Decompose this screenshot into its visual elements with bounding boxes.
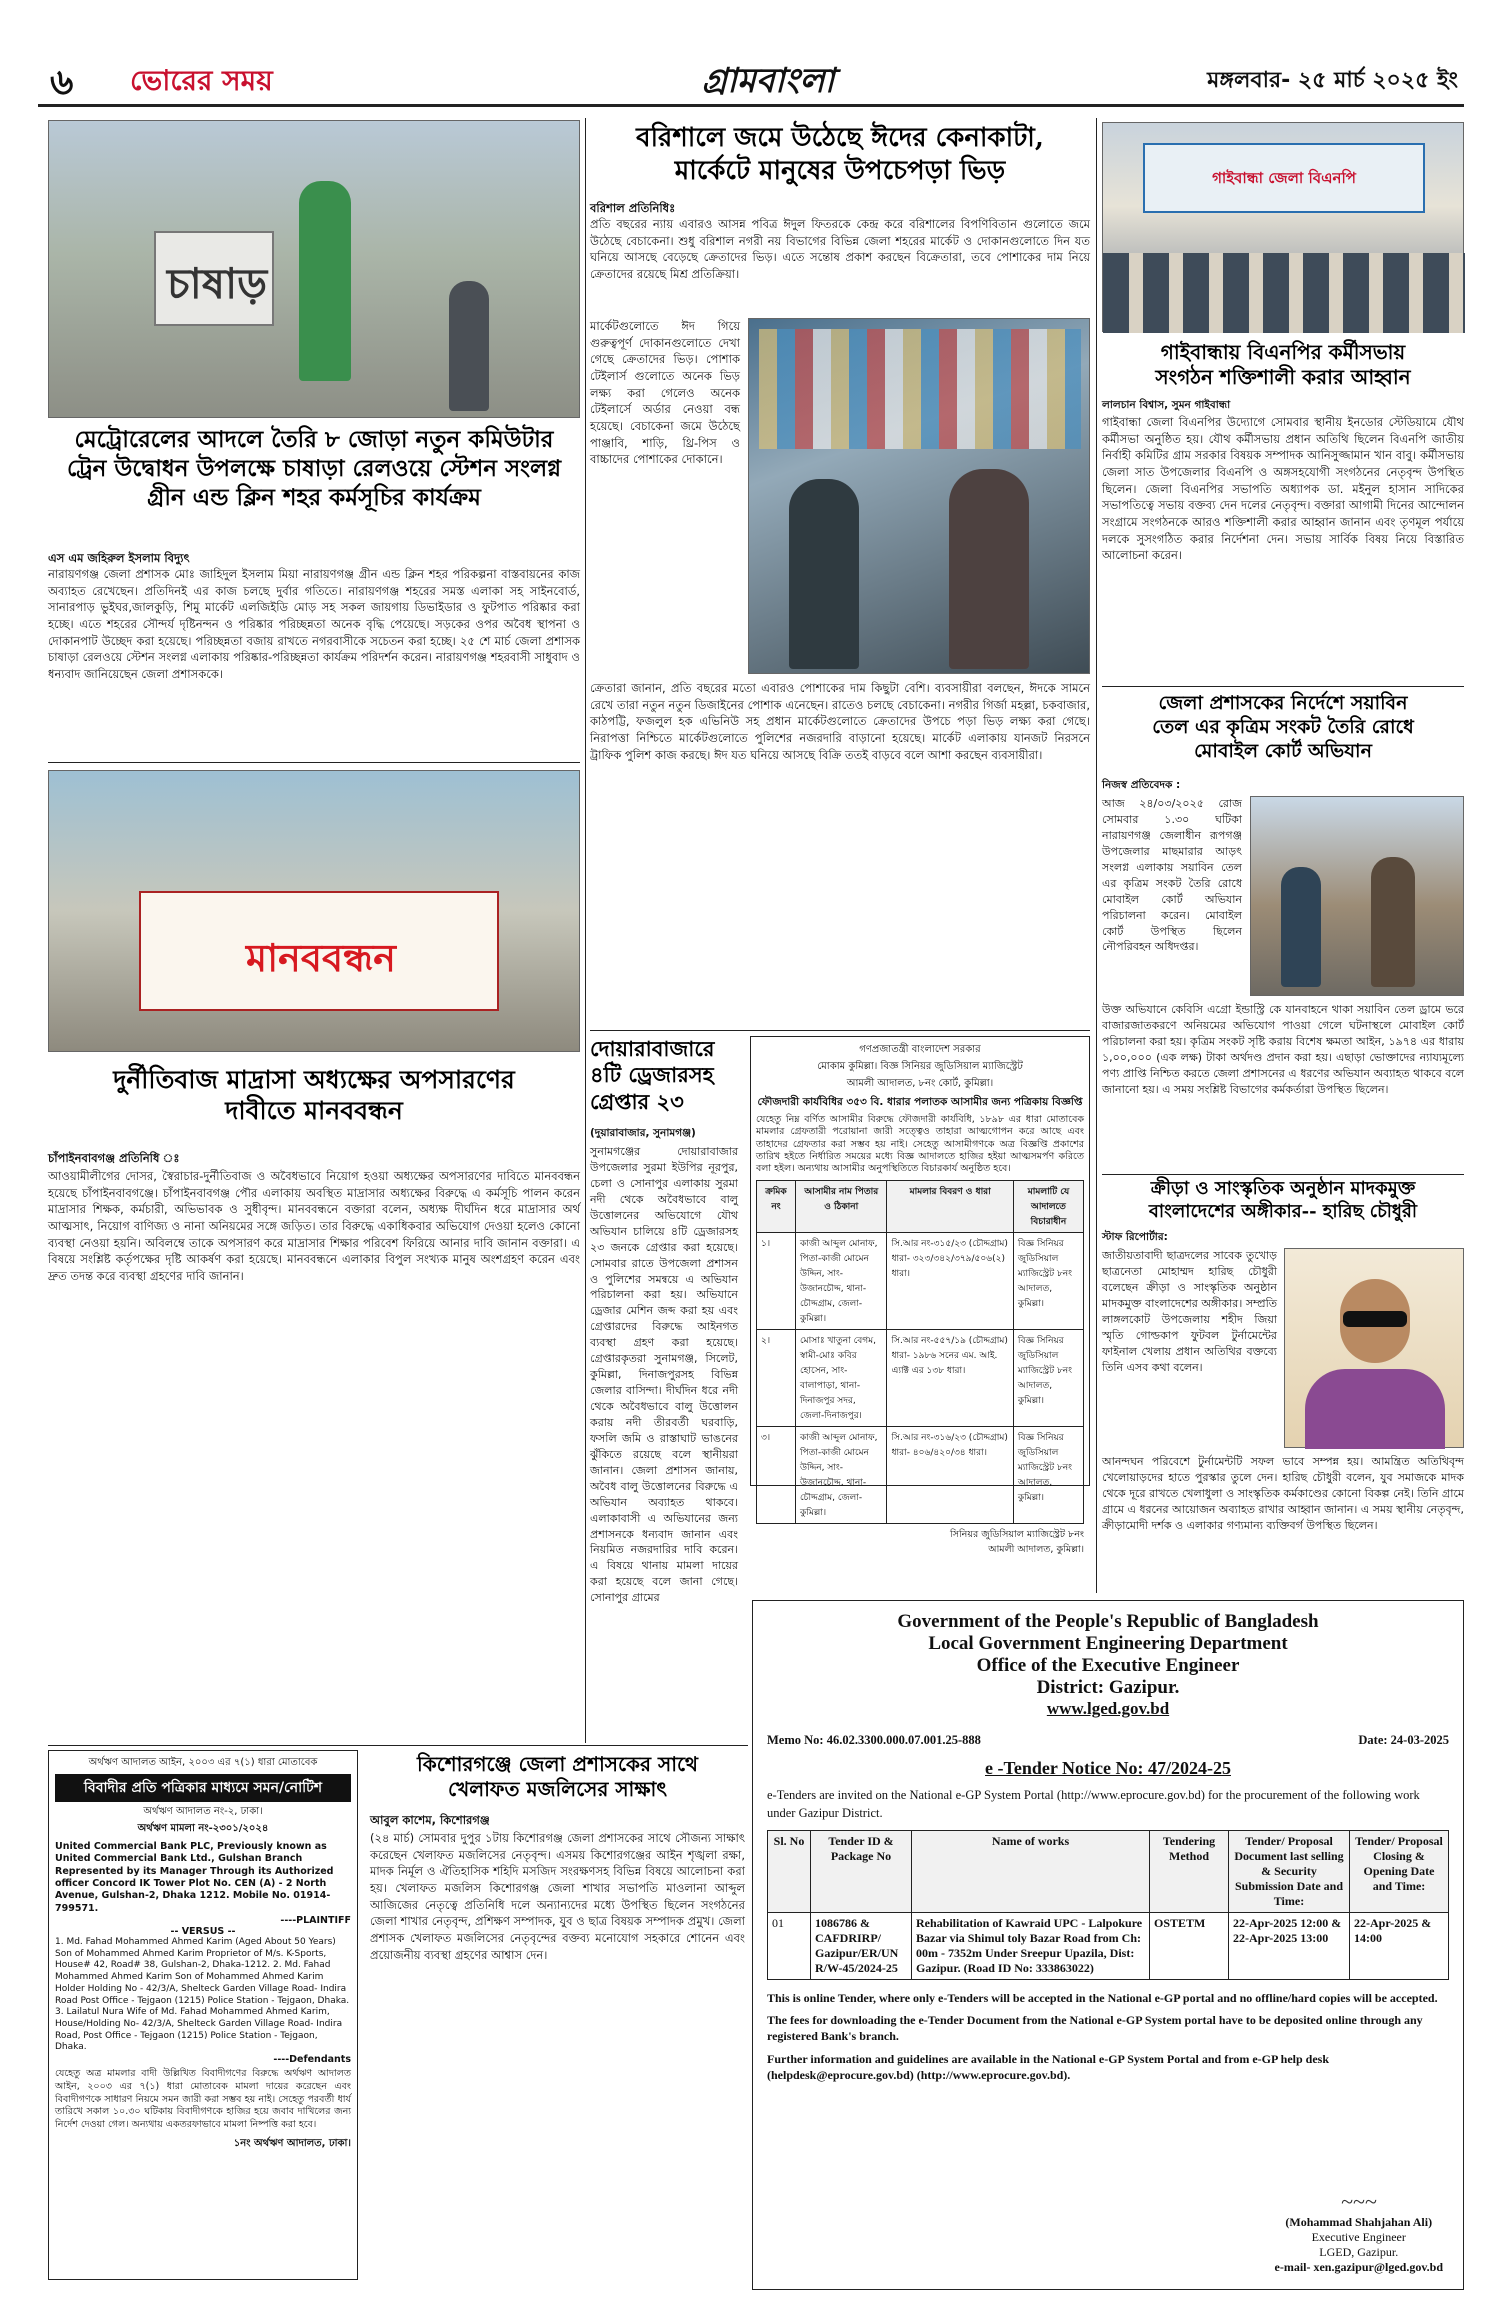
table-cell: 22-Apr-2025 12:00 & 22-Apr-2025 13:00 (1229, 1913, 1350, 1980)
tender-signature (1275, 2189, 1444, 2275)
court-intro: যেহেতু নিম্ন বর্ণিত আসামীর বিরুদ্ধে ফৌজদারী কার্যবিধি, ১৮৯৮ এর ধারা মোতাবেক মামলার গ্রেফতারী পরোয়ানা জারী সত্ত্বেও তাহারা আত্মগোপন করে আছে এবং তাহাদের গ্রেফতার করা সম্ভব হয় নাই। সেহেতু আসামীগণকে অত্র বিজ্ঞপ্তি প্রকাশের তারিখ হইতে নির্ধারিত সময়ের মধ্যে বিজ্ঞ আদালতে হাজির হইয়া আত্মসমর্পণ করিতে বলা হইল। অন্যথায় আসামীর অনুপস্থিতিতে বিচারকার্য অনুষ্ঠিত হবে। (756, 1114, 1084, 1175)
logo-text: ভোরের সময় (130, 64, 273, 97)
sports-headline-line2: বাংলাদেশের অঙ্গীকার-- হারিছ চৌধুরী (1148, 1200, 1418, 1222)
section-divider (1102, 686, 1464, 687)
legal-defendants: 1. Md. Fahad Mohammed Ahmed Karim (Aged About 50 Years) Son of Mohammed Ahmed Karim Proprietor of M/s. K-Sports, House# 42, Road# 38, Gulshan-2, Dhaka-1212. 2. Md. Fahad Mohammed Ahmed Karim Son of Mohammed Ahmed Karim Holder Holding No - 42/3/A, Shelteck Garden Village Road- Indira Road Post Office - Tejgaon (1215) Police Station - Tejgaon, Dhaka. 3. Lailatul Nura Wife of Md. Fahad Mohammed Ahmed Karim, House/Holding No- 42/3/A, Shelteck Garden Village Road- Indira Road, Post Office - Tejgaon (1215) Police Station - Tejgaon, Dhaka. (55, 1937, 350, 2053)
table-cell: 01 (768, 1913, 811, 1980)
officer-figure-2 (1371, 857, 1415, 987)
eid-body-bottom: ক্রেতারা জানান, প্রতি বছরের মতো এবারও পোশাকের দাম কিছুটা বেশি। ব্যবসায়ীরা বলছেন, ঈদকে সামনে রেখে তারা নতুন নতুন ডিজাইনের পোশাক এনেছেন। রাতেও চলছে বেচাকেনা। নগরীর গির্জা মহল্লা, চকবাজার, কাঠপট্টি, ফজলুল হক এভিনিউ সহ প্রধান মার্কেটগুলোতে ক্রেতাদের উপচে পড়া ভিড় লক্ষ্য করা গেছে। নিরাপত্তা নিশ্চিতে মার্কেটগুলোতে পুলিশের নজরদারি বাড়ানো হয়েছে। মার্কেট এলাকায় যানজট নিরসনে ট্রাফিক পুলিশ কাজ করছে। ঈদ যত ঘনিয়ে আসছে বিক্রি ততই বাড়বে বলে আশা করছেন ব্যবসায়ীরা। (590, 681, 1090, 762)
gaibandha-headline-line2: সংগঠন শক্তিশালী করার আহ্বান (1155, 365, 1411, 389)
tender-sig-office: LGED, Gazipur. (1319, 2245, 1399, 2259)
court-line3: আমলী আদালত, ৮নং কোর্ট, কুমিল্লা। (846, 1078, 994, 1089)
legal-court: অর্থঋণ আদালত নং-২, ঢাকা। (143, 1806, 263, 1817)
dredger-headline-line3: গ্রেপ্তার ২৩ (590, 1088, 684, 1114)
legal-case-no: অর্থঋণ মামলা নং-২৩০১/২০২৪ (137, 1823, 269, 1834)
legal-signature: ১নং অর্থঋণ আদালত, ঢাকা। (233, 2138, 351, 2149)
court-title: ফৌজদারী কার্যবিধির ৩৫৩ বি. ধারার পলাতক আসামীর জন্য পত্রিকায় বিজ্ঞপ্তি (757, 1096, 1083, 1108)
dredger-headline-line2: ৪টি ড্রেজারসহ (590, 1062, 714, 1088)
tender-sig-name: (Mohammad Shahjahan Ali) (1285, 2215, 1433, 2229)
officer-figure (1281, 867, 1321, 987)
table-row (757, 1329, 1084, 1426)
madrasa-headline-line1: দুর্নীতিবাজ মাদ্রাসা অধ্যক্ষের অপসারণের (113, 1065, 515, 1094)
legal-title: বিবাদীর প্রতি পত্রিকার মাধ্যমে সমন/নোটিশ (55, 1774, 351, 1802)
table-cell: 1086786 & CAFDRIRP/ Gazipur/ER/UN R/W-45/2024-25 (811, 1913, 912, 1980)
dredger-headline-line1: দোয়ারাবাজারে (590, 1036, 715, 1061)
kishoreganj-body: (২৪ মার্চ) সোমবার দুপুর ১টায় কিশোরগঞ্জ জেলা প্রশাসকের সাথে সৌজন্য সাক্ষাৎ করেছেন খেলাফত মজলিসের নেতৃবৃন্দ। এসময় কিশোরগঞ্জের আইন শৃঙ্খলা রক্ষা, মাদক নির্মূল ও ঐতিহাসিক শহিদি মসজিদ সংরক্ষণসহ বিভিন্ন বিষয়ে আলোচনা করা হয়। খেলাফত মজলিস কিশোরগঞ্জ জেলা শাখার সভাপতি মাওলানা আব্দুল আজিজের নেতৃত্বে প্রতিনিধি দলে অন্যান্যদের মধ্যে উপস্থিত ছিলেন সংগঠনের জেলা শাখার নেতৃবৃন্দ, প্রশিক্ষণ সম্পাদক, যুব ও ছাত্র বিষয়ক সম্পাদক প্রমুখ। জেলা প্রশাসক খেলাফত মজলিসের নেতৃবৃন্দের বক্তব্য মনোযোগ সহকারে শোনেন এবং প্রয়োজনীয় ব্যবস্থা গ্রহণের আশ্বাস দেন। (370, 1831, 745, 1962)
legal-notice (48, 1750, 358, 2280)
shopper-figure-2 (949, 469, 1029, 669)
portrait-sunglasses (1343, 1311, 1407, 1327)
table-cell: সি.আর নং-৩১৫/২৩ (চৌদ্দগ্রাম) ধারা- ৩২৩/৩৪২/৩৭৯/৫০৬(২) ধারা। (887, 1232, 1013, 1329)
bystander-figure (449, 281, 489, 411)
tender-notice-title: e -Tender Notice No: 47/2024-25 (985, 1758, 1231, 1778)
eid-body-side: মার্কেটগুলোতে ঈদ গিয়ে গুরুত্বপূর্ণ দোকানগুলোতে দেখা গেছে ক্রেতাদের ভিড়। পোশাক টেইলার্স গুলোতে অনেক ভিড় লক্ষ্য করা গেলেও অনেক টেইলার্সে অর্ডার নেওয়া বন্ধ হয়েছে। বেচাকেনা জমে উঠেছে পাঞ্জাবি, শাড়ি, থ্রি-পিস ও বাচ্চাদের পোশাকের দোকানে। (590, 319, 740, 467)
mobile-court-headline-line3: মোবাইল কোর্ট অভিযান (1194, 739, 1372, 762)
sports-body-side: জাতীয়তাবাদী ছাত্রদলের সাবেক তুখোড় ছাত্রনেতা মোহাম্মদ হারিছ চৌধুরী বলেছেন ক্রীড়া ও সাংস্কৃতিক অনুষ্ঠান মাদকমুক্ত বাংলাদেশের অঙ্গীকার। সম্প্রতি লাঙ্গলকোট উপজেলায় শহীদ জিয়া স্মৃতি গোল্ডকাপ ফুটবল টুর্নামেন্টের ফাইনাল খেলায় প্রধান অতিথির বক্তব্যে তিনি এসব কথা বলেন। (1102, 1249, 1277, 1374)
table-cell: ২। (757, 1329, 796, 1426)
eid-byline: বরিশাল প্রতিনিধিঃ (590, 201, 676, 215)
eid-headline-line2: মার্কেটে মানুষের উপচেপড়া ভিড় (674, 155, 1006, 186)
section-divider (1102, 1174, 1464, 1175)
newspaper-logo (130, 59, 280, 95)
mobile-court-body-side: আজ ২৪/০৩/২০২৫ রোজ সোমবার ১.৩০ ঘটিকা নারায়ণগঞ্জ জেলাধীন রূপগঞ্জ উপজেলার মাছমারার আড়ৎ সংলগ্ন এলাকায় সয়াবিন তেল এর কৃত্রিম সংকট তৈরি রোধে মোবাইল কোর্ট অভিযান পরিচালনা করেন। মোবাইল কোর্ট উপস্থিত ছিলেন নৌপরিবহন অধিদপ্তর। (1102, 797, 1242, 954)
section-title: গ্রামবাংলা (701, 61, 835, 101)
legal-defendants-label: ----Defendants (273, 2053, 351, 2065)
tender-sig-email[interactable]: e-mail- xen.gazipur@lged.gov.bd (1274, 2260, 1443, 2274)
metro-body: নারায়ণগঞ্জ জেলা প্রশাসক মোঃ জাহিদুল ইসলাম মিয়া নারায়ণগঞ্জ গ্রীন এন্ড ক্লিন শহর পরিকল্পনা বাস্তবায়নের কাজ অব্যাহত রেখেছেন। প্রতিদিনই এর কাজ চলছে দুর্বার গতিতে। নারায়ণগঞ্জ শহরের সমস্ত এলাকা সহ সাইনবোর্ড, সানারপাড় ভুইঘর,জালকুড়ি, শিমু মার্কেট এলজিইডি মোড় সহ সকল জায়গায় ডিভাইডার ও ফুটপাত পরিষ্কার করা হচ্ছে। এতে শহরের সৌন্দর্য দৃষ্টিনন্দন ও পরিষ্কার পরিচ্ছন্নতা অনেক বৃদ্ধি পেয়েছে। সড়কের ওপর অবৈধ স্থাপনা ও দোকানপাট উচ্ছেদ করা হয়েছে। পরিচ্ছন্নতা বজায় রাখতে নগরবাসীকে সচেতন করা হচ্ছে। ২৫ শে মার্চ জেলা প্রশাসক চাষাড়া রেলওয়ে স্টেশন সংলগ্ন এলাকায় পরিষ্কার-পরিচ্ছন্নতা কার্যক্রম পরিদর্শন করেন। নারায়ণগঞ্জ শহরবাসী সাধুবাদ ও ধন্যবাদ জানিয়েছেন জেলা প্রশাসককে। (48, 567, 580, 682)
sports-portrait-photo (1284, 1248, 1464, 1448)
table-cell: OSTETM (1150, 1913, 1229, 1980)
court-th-case: মামলার বিবরণ ও ধারা (887, 1180, 1013, 1232)
madrasa-headline-line2: দাবীতে মানববন্ধন (225, 1096, 403, 1126)
madrasa-headline (48, 1064, 580, 1127)
metro-byline: এস এম জহিরুল ইসলাম বিদ্যুৎ (48, 551, 190, 565)
madrasa-photo (48, 770, 580, 1052)
table-cell: বিজ্ঞ সিনিয়র জুডিসিয়াল ম্যাজিস্ট্রেট ৮নং আদালত, কুমিল্লা। (1013, 1329, 1083, 1426)
madrasa-body: আওয়ামীলীগের দোসর, স্বৈরাচার-দুর্নীতিবাজ ও অবৈধভাবে নিয়োগ হওয়া অধ্যক্ষের অপসারণের দাবিতে মানববন্ধন হয়েছে চাঁপাইনবাবগঞ্জে। চাঁপাইনবাবগঞ্জ পৌর এলাকায় অবস্থিত মাদ্রাসার অধ্যক্ষের বিরুদ্ধে এ কর্মসূচি পালন করেন মাদ্রাসার শিক্ষক, কর্মচারী, অভিভাবক ও সুধীবৃন্দ। মানববন্ধনে বক্তারা বলেন, অধ্যক্ষ দীর্ঘদিন ধরে মাদ্রাসার অর্থ আত্মসাৎ, নিয়োগ বাণিজ্য ও নানা অনিয়মের সঙ্গে জড়িত। তার বিরুদ্ধে একাধিকবার অভিযোগ দেওয়া হলেও কোনো ব্যবস্থা নেওয়া হয়নি। অবিলম্বে তাকে অপসারণ করে মাদ্রাসার শিক্ষার পরিবেশ ফিরিয়ে আনার দাবি জানান বক্তারা। এ বিষয়ে সংশ্লিষ্ট কর্তৃপক্ষের দৃষ্টি আকর্ষণ করা হয়েছে। মানববন্ধনে এলাকার বিপুল সংখ্যক মানুষ অংশগ্রহণ করেন এবং দ্রুত তদন্ত করে ব্যবস্থা গ্রহণের দাবি জানান। (48, 1169, 580, 1284)
table-cell: বিজ্ঞ সিনিয়র জুডিসিয়াল ম্যাজিস্ট্রেট ৮নং আদালত, কুমিল্লা। (1013, 1426, 1083, 1523)
tender-line4: District: Gazipur. (1036, 1677, 1180, 1698)
sports-headline-line1: ক্রীড়া ও সাংস্কৃতিক অনুষ্ঠান মাদকমুক্ত (1150, 1178, 1416, 1199)
metro-headline-line1: মেট্রোরেলের আদলে তৈরি ৮ জোড়া নতুন কমিউটার (74, 426, 554, 453)
tender-note3: Further information and guidelines are available in the National e-GP System Portal and from e-GP help desk (helpdesk@eprocure.gov.bd) (http://www.eprocure.gov.bd). (767, 2051, 1330, 2082)
section-divider (48, 1745, 748, 1746)
mobile-court-headline-line1: জেলা প্রশাসকের নির্দেশে সয়াবিন (1158, 692, 1408, 714)
tender-note2: The fees for downloading the e-Tender Document from the National e-GP System portal have to be deposited online through any registered Bank's branch. (767, 2013, 1423, 2044)
eid-headline-line1: বরিশালে জমে উঠেছে ঈদের কেনাকাটা, (636, 123, 1044, 153)
table-cell: সি.আর নং-৩১৬/২৩ (চৌদ্দগ্রাম) ধারা- ৪০৬/৪২০/৩৪ ধারা। (887, 1426, 1013, 1523)
tender-date: Date: 24-03-2025 (1358, 1733, 1449, 1747)
tender-memo-row (767, 1733, 1449, 1748)
court-th-name: আসামীর নাম পিতার ও ঠিকানা (796, 1180, 887, 1232)
eid-photo (748, 318, 1090, 674)
tender-table (767, 1830, 1449, 1980)
section-divider (48, 762, 580, 763)
table-row (768, 1913, 1449, 1980)
section-divider (590, 1030, 1090, 1031)
court-line1: গণপ্রজাতন্ত্রী বাংলাদেশ সরকার (859, 1044, 981, 1055)
tender-memo: Memo No: 46.02.3300.000.07.001.25-888 (767, 1733, 981, 1747)
gaibandha-headline (1102, 340, 1464, 390)
issue-date: মঙ্গলবার- ২৫ মার্চ ২০২৫ ইং (1207, 68, 1458, 93)
tender-line1: Government of the People's Republic of Bangladesh (897, 1611, 1319, 1632)
kishoreganj-headline (370, 1752, 745, 1802)
audience-row (1103, 253, 1465, 333)
mobile-court-byline: নিজস্ব প্রতিবেদক : (1102, 779, 1181, 791)
table-cell: কাজী আব্দুল মোনাফ, পিতা-কাজী মোমেন উদ্দিন, সাং-উজানচৌদ্দ, থানা-চৌদ্দগ্রাম, জেলা-কুমিল্লা। (796, 1232, 887, 1329)
sports-byline: স্টাফ রিপোর্টার: (1102, 1231, 1168, 1243)
gaibandha-byline: লালচান বিশ্বাস, সুমন গাইবান্ধা (1102, 399, 1231, 411)
table-cell: বিজ্ঞ সিনিয়র জুডিসিয়াল ম্যাজিস্ট্রেট ৮নং আদালত, কুমিল্লা। (1013, 1232, 1083, 1329)
court-th-sl: ক্রমিক নং (757, 1180, 796, 1232)
shop-shelf (759, 329, 1081, 449)
dredger-byline: (দুয়ারাবাজার, সুনামগঞ্জ) (590, 1127, 696, 1139)
mobile-court-headline (1102, 692, 1464, 763)
tender-website-link[interactable]: www.lged.gov.bd (1046, 1699, 1170, 1718)
court-signature-2: আমলী আদালত, কুমিল্লা। (988, 1543, 1084, 1555)
sports-body: আনন্দঘন পরিবেশে টুর্নামেন্টটি সফল ভাবে সম্পন্ন হয়। আমন্ত্রিত অতিথিবৃন্দ খেলোয়াড়দের হাতে পুরস্কার তুলে দেন। হারিছ চৌধুরী বলেন, যুব সমাজকে মাদক থেকে দূরে রাখতে খেলাধুলা ও সাংস্কৃতিক কর্মকাণ্ডের কোনো বিকল্প নেই। তিনি গ্রামে গ্রামে এ ধরনের আয়োজন অব্যাহত রাখার আহ্বান জানান। এ সময় স্থানীয় নেতৃবৃন্দ, ক্রীড়ামোদী দর্শক ও এলাকার গণ্যমান্য ব্যক্তিবর্গ উপস্থিত ছিলেন। (1102, 1455, 1464, 1532)
table-row (757, 1426, 1084, 1523)
masthead (38, 55, 1464, 101)
mobile-court-photo (1250, 796, 1464, 996)
column-divider (585, 118, 586, 1743)
sports-headline (1102, 1178, 1464, 1223)
column-divider (1096, 118, 1097, 1593)
tender-th-id: Tender ID & Package No (811, 1831, 912, 1913)
legal-plaintiff: United Commercial Bank PLC, Previously known as United Commercial Bank Ltd., Gulshan Branch Represented by its Manager Through its Authorized officer Concord IK Tower Plot No. CEN (A) - 2 North Avenue, Gulshan-2, Dhaka 1212. Mobile No. 01914-799571. (55, 1841, 334, 1914)
tender-note1: This is online Tender, where only e-Tenders will be accepted in the National e-GP portal and no offline/hard copies will be accepted. (767, 1991, 1438, 2005)
eid-headline (590, 122, 1090, 187)
table-cell: ১। (757, 1232, 796, 1329)
banner-text: মানববন্ধন (246, 935, 396, 980)
legal-plaintiff-label: ----PLAINTIFF (280, 1915, 351, 1927)
court-th-court: মামলাটি যে আদালতে বিচারাধীন (1013, 1180, 1083, 1232)
metro-headline-line2: ট্রেন উদ্বোধন উপলক্ষে চাষাড়া রেলওয়ে স্টেশন সংলগ্ন (66, 454, 562, 482)
table-cell: 22-Apr-2025 & 14:00 (1350, 1913, 1449, 1980)
tender-notice (752, 1600, 1464, 2290)
page-number: ৬ (50, 61, 74, 103)
protest-banner (139, 891, 499, 1011)
metro-headline-line3: গ্রীন এন্ড ক্লিন শহর কর্মসূচির কার্যক্রম (147, 483, 481, 511)
madrasa-byline: চাঁপাইনবাবগঞ্জ প্রতিনিধি ঃ (48, 1151, 180, 1165)
shopper-figure (789, 479, 859, 669)
dredger-headline (590, 1036, 738, 1115)
court-notice (750, 1036, 1090, 1555)
tender-line2: Local Government Engineering Department (928, 1633, 1288, 1654)
tender-th-method: Tendering Method (1150, 1831, 1229, 1913)
tender-intro: e-Tenders are invited on the National e-GP System Portal (http://www.eprocure.gov.bd) for the procurement of the following work under Gazipur District. (767, 1788, 1420, 1820)
metro-photo (48, 120, 580, 418)
gaibandha-body: গাইবান্ধা জেলা বিএনপির উদ্যোগে সোমবার স্থানীয় ইনডোর স্টেডিয়ামে যৌথ কর্মীসভা অনুষ্ঠিত হয়। যৌথ কর্মীসভায় প্রধান অতিথি ছিলেন বিএনপি জাতীয় নির্বাহী কমিটির গ্রাম সরকার বিষয়ক সম্পাদক আনিসুজ্জামান খান বাবু। কর্মীসভায় জেলা সাত উপজেলার বিএনপি ও অঙ্গসহযোগী সংগঠনের নেতৃবৃন্দ উপস্থিত ছিলেন। জেলা বিএনপির সভাপতি অধ্যাপক ডা. মইনুল হাসান সাদিকের সভাপতিত্বে সভায় বক্তব্য দেন দলের নেতৃবৃন্দ। বক্তারা আগামী দিনের আন্দোলন সংগ্রামে সংগঠনকে আরও শক্তিশালী করার আহ্বান জানান এবং তৃণমূল পর্যায়ে দলকে সুসংগঠিত করার নির্দেশনা দেন। সভায় সার্বিক বিষয় নিয়ে বিস্তারিত আলোচনা করেন। (1102, 415, 1464, 563)
tender-th-works: Name of works (912, 1831, 1150, 1913)
court-table (756, 1180, 1084, 1524)
table-cell: ৩। (757, 1426, 796, 1523)
gaibandha-photo (1102, 122, 1464, 332)
court-signature-1: সিনিয়র জুডিসিয়াল ম্যাজিস্ট্রেট ৮নং (949, 1528, 1084, 1540)
table-cell: সি.আর নং-৫৫৭/১৯ (চৌদ্দগ্রাম) ধারা- ১৯৮৬ সনের এম. আই. এ্যাক্ট এর ১৩৮ ধারা। (887, 1329, 1013, 1426)
table-cell: কাজী আব্দুল মোনাফ, পিতা-কাজী মোমেন উদ্দিন, সাং-উজানচৌদ্দ, থানা-চৌদ্দগ্রাম, জেলা-কুমিল্লা। (796, 1426, 887, 1523)
dredger-body: সুনামগঞ্জের দোয়ারাবাজার উপজেলার সুরমা ইউপির নূরপুর, চেলা ও সোনাপুর এলাকায় সুরমা নদী থেকে অবৈধভাবে বালু উত্তোলনের অভিযোগে যৌথ অভিযান চালিয়ে ৪টি ড্রেজারসহ ২৩ জনকে গ্রেপ্তার করা হয়েছে। সোমবার রাতে উপজেলা প্রশাসন ও পুলিশের সমন্বয়ে এ অভিযান পরিচালনা করা হয়। অভিযানে ড্রেজার মেশিন জব্দ করা হয় এবং গ্রেপ্তারদের বিরুদ্ধে আইনগত ব্যবস্থা গ্রহণ করা হয়েছে। গ্রেপ্তারকৃতরা সুনামগঞ্জ, সিলেট, কুমিল্লা, দিনাজপুরসহ বিভিন্ন জেলার বাসিন্দা। দীর্ঘদিন ধরে নদী থেকে অবৈধভাবে বালু উত্তোলন করায় নদী তীরবর্তী ঘরবাড়ি, ফসলি জমি ও রাস্তাঘাট ভাঙনের ঝুঁকিতে রয়েছে বলে স্থানীয়রা জানান। জেলা প্রশাসন জানায়, অবৈধ বালু উত্তোলনের বিরুদ্ধে এ অভিযান অব্যাহত থাকবে। এলাকাবাসী এ অভিযানের জন্য প্রশাসনকে ধন্যবাদ জানান এবং নিয়মিত নজরদারির দাবি করেন। এ বিষয়ে থানায় মামলা দায়ের করা হয়েছে বলে জানা গেছে। সোনাপুর গ্রামের (590, 1145, 738, 1605)
legal-body: যেহেতু অত্র মামলার বাদী উল্লিখিত বিবাদীগণের বিরুদ্ধে অর্থঋণ আদালত আইন, ২০০৩ এর ৭(১) ধারা মোতাবেক মামলা দায়ের করেছেন এবং বিবাদীগণকে সাধারণ নিয়মে সমন জারী করা সম্ভব হয় নাই। সেহেতু পরবর্তী ধার্য তারিখে সকাল ১০.৩০ ঘটিকায় বিবাদীগণকে হাজির হয়ে জবাব দাখিলের জন্য নির্দেশ দেওয়া গেল। অন্যথায় একতরফাভাবে মামলা নিষ্পত্তি করা হবে। (55, 2067, 351, 2131)
portrait-shirt (1305, 1369, 1445, 1449)
masthead-rule (38, 104, 1464, 107)
photo-sign-text: চাষাড় (167, 259, 268, 308)
kishoreganj-headline-line2: খেলাফত মজলিসের সাক্ষাৎ (447, 1777, 668, 1801)
table-row (757, 1232, 1084, 1329)
metro-headline (48, 426, 580, 512)
photo-banner-text: গাইবান্ধা জেলা বিএনপি (1212, 169, 1356, 187)
worker-figure (299, 181, 351, 381)
table-cell: মোসাঃ খাতুনা বেগম, স্বামী-মোঃ কবির হোসেন, সাং-বালাপাড়া, থানা-দিনাজপুর সদর, জেলা-দিনাজপুর। (796, 1329, 887, 1426)
table-cell: Rehabilitation of Kawraid UPC - Lalpokure Bazar via Shimul toly Bazar Road from Ch: 00m - 7352m Under Sreepur Upazila, Dist: Gazipur. (Road ID No: 333863022) (912, 1913, 1150, 1980)
tender-th-selling: Tender/ Proposal Document last selling & Security Submission Date and Time: (1229, 1831, 1350, 1913)
tender-th-sl: Sl. No (768, 1831, 811, 1913)
tender-sig-title: Executive Engineer (1311, 2230, 1406, 2244)
gaibandha-headline-line1: গাইবান্ধায় বিএনপির কর্মীসভায় (1160, 340, 1406, 364)
mobile-court-body: উক্ত অভিযানে কেবিসি এগ্রো ইন্ডাস্ট্রি কে যানবাহনে থাকা সয়াবিন তেল ড্রামে ভরে বাজারজাতকরণে অনিয়মের অভিযোগ পাওয়া গেলে ঘটনাস্থলে মোবাইল কোর্ট পরিচালনা করা হয়। কৃত্রিম সংকট সৃষ্টি করায় বিশেষ ক্ষমতা আইন, ১৯৭৪ এর ধারায় ১,০০,০০০ (এক লক্ষ) টাকা অর্থদণ্ড প্রদান করা হয়। এছাড়া ভোক্তাদের ন্যায্যমূল্যে পণ্য প্রাপ্তি নিশ্চিত করতে জেলা প্রশাসনের এ ধরণের অভিযান অব্যাহত থাকবে বলে জানানো হয়। এ সময় সংশ্লিষ্ট বিভাগের কর্মকর্তারা উপস্থিত ছিলেন। (1102, 1003, 1464, 1096)
signature-scribble: ~~~ (1340, 2189, 1377, 2214)
kishoreganj-headline-line1: কিশোরগঞ্জে জেলা প্রশাসকের সাথে (416, 1752, 699, 1776)
court-line2: মোকাম কুমিল্লা। বিজ্ঞ সিনিয়র জুডিসিয়াল ম্যাজিস্ট্রেট (817, 1061, 1023, 1072)
mobile-court-headline-line2: তেল এর কৃত্রিম সংকট তৈরি রোধে (1152, 715, 1414, 738)
legal-act-line: অর্থঋণ আদালত আইন, ২০০৩ এর ৭(১) ধারা মোতাবেক (88, 1757, 318, 1768)
kishoreganj-byline: আবুল কাশেম, কিশোরগঞ্জ (370, 1813, 490, 1827)
legal-versus: -- VERSUS -- (170, 1926, 236, 1938)
tender-line3: Office of the Executive Engineer (976, 1655, 1240, 1676)
tender-th-closing: Tender/ Proposal Closing & Opening Date and Time: (1350, 1831, 1449, 1913)
eid-body-top: প্রতি বছরের ন্যায় এবারও আসন্ন পবিত্র ঈদুল ফিতরকে কেন্দ্র করে বরিশালের বিপণিবিতান গুলোতে জমে উঠেছে বেচাকেনা। শুধু বরিশাল নগরী নয় বিভাগের বিভিন্ন জেলা শহরের মার্কেট ও দোকানগুলোতে দিন যত ঘনিয়ে আসছে বেড়েছে ক্রেতাদের ভিড়। এতে সন্তোষ প্রকাশ করছেন বিক্রেতারা, তবে পোশাকের দাম নিয়ে ক্রেতাদের রয়েছে মিশ্র প্রতিক্রিয়া। (590, 217, 1090, 282)
